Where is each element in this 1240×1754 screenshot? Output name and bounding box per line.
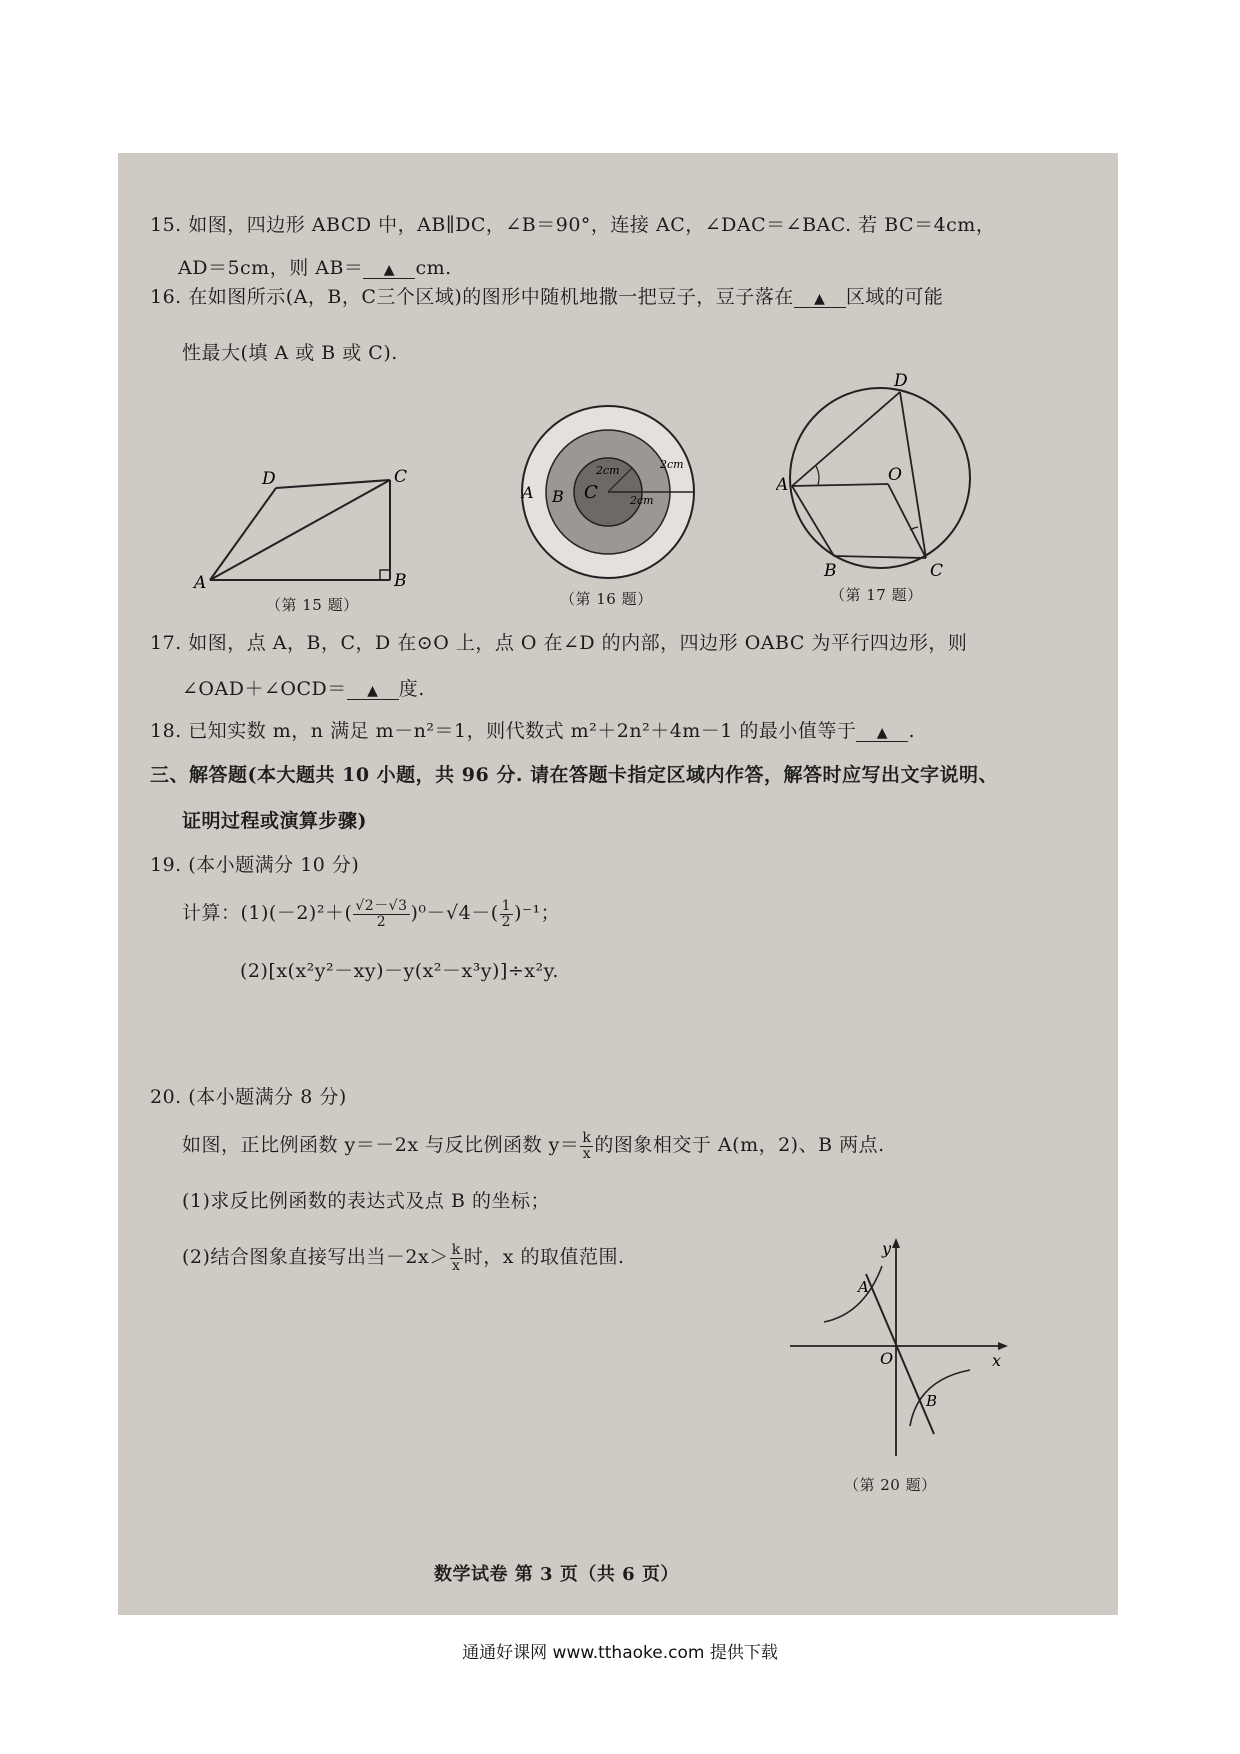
- circle-o: [790, 388, 970, 568]
- y-axis-arrow: [892, 1238, 900, 1248]
- q19-part2: (2)[x(x²y²－xy)－y(x²－x³y)]÷x²y.: [240, 960, 559, 982]
- q19-title: 19. (本小题满分 10 分): [150, 854, 360, 876]
- dim-middle: 2cm: [630, 494, 654, 507]
- hyperbola-branch-2: [824, 1266, 882, 1322]
- q15-unit: cm.: [415, 257, 452, 279]
- q18-answer-blank[interactable]: ▲: [856, 725, 908, 742]
- q20-k-over-x: [580, 1131, 593, 1162]
- label-y: y: [882, 1239, 892, 1258]
- segment-bc: [834, 556, 926, 558]
- label-b: B: [926, 1392, 938, 1410]
- section-3-heading-cont: 证明过程或演算步骤): [182, 810, 367, 832]
- q19-fraction-1: [353, 899, 409, 930]
- figure-20: [786, 1234, 1016, 1464]
- q18-end: .: [908, 720, 915, 742]
- label-b: B: [394, 571, 407, 591]
- q20-frac-x: x: [582, 1145, 592, 1162]
- q17-unit: 度.: [398, 678, 425, 700]
- q16-answer-blank[interactable]: ▲: [794, 291, 846, 308]
- q20-intro-text: 如图，正比例函数 y＝－2x 与反比例函数 y＝: [182, 1134, 580, 1156]
- q16-text: 16. 在如图所示(A，B，C三个区域)的图形中随机地撒一把豆子，豆子落在: [150, 286, 794, 308]
- q20-title: 20. (本小题满分 8 分): [150, 1086, 347, 1108]
- section-3-heading: 三、解答题(本大题共 10 小题，共 96 分. 请在答题卡指定区域内作答，解答时应写出文字说明、: [150, 764, 999, 786]
- angle-mark-a: [816, 466, 819, 485]
- label-c: C: [584, 482, 598, 503]
- exam-page-number: 数学试卷 第 3 页（共 6 页）: [434, 1564, 679, 1585]
- q19-part1: [182, 898, 560, 930]
- label-c: C: [930, 561, 944, 580]
- figure-16: [508, 398, 708, 588]
- q20-part2-k-over-x: [450, 1243, 463, 1274]
- label-d: D: [894, 371, 908, 391]
- q19-fraction-1-den: 2: [376, 913, 387, 930]
- right-angle-mark: [380, 570, 390, 580]
- figure-17-caption: （第 17 题）: [830, 586, 923, 604]
- figure-15: [190, 460, 420, 610]
- label-a: A: [858, 1278, 869, 1296]
- q20-part2-text: (2)结合图象直接写出当－2x＞: [182, 1246, 449, 1268]
- q19-fraction-2-num: 1: [501, 897, 512, 914]
- q20-intro: [182, 1130, 885, 1162]
- line-y-neg2x: [866, 1274, 934, 1434]
- q16-text-end: 区域的可能: [845, 286, 944, 308]
- q20-part2-end: 时，x 的取值范围.: [463, 1246, 625, 1268]
- q19-fraction-2: [500, 899, 513, 930]
- figure-15-caption: （第 15 题）: [266, 596, 359, 614]
- q19-part1-text: 计算：(1)(－2)²＋(: [182, 902, 353, 924]
- q15-line2: [178, 253, 452, 280]
- dim-outer: 2cm: [660, 458, 684, 471]
- q17-line2: [182, 674, 425, 701]
- q17-line1: 17. 如图，点 A，B，C，D 在⊙O 上，点 O 在∠D 的内部，四边形 OABC 为平行四边形，则: [150, 632, 968, 654]
- label-b: B: [552, 487, 564, 506]
- q19-part1-mid: )⁰－√4－(: [410, 902, 499, 924]
- q20-frac-k: k: [582, 1129, 592, 1146]
- q17-answer-blank[interactable]: ▲: [347, 683, 399, 700]
- q18-line: [150, 716, 915, 743]
- x-axis-arrow: [998, 1342, 1008, 1350]
- q17-text: ∠OAD＋∠OCD＝: [182, 678, 347, 700]
- q20-part2: [182, 1242, 625, 1274]
- figure-20-caption: （第 20 题）: [844, 1476, 937, 1494]
- q20-part1: (1)求反比例函数的表达式及点 B 的坐标；: [182, 1190, 550, 1212]
- q15-answer-blank[interactable]: ▲: [363, 262, 415, 279]
- segment-ad: [792, 392, 900, 486]
- q19-fraction-2-den: 2: [501, 913, 512, 930]
- segment-cd: [276, 480, 390, 488]
- label-a: A: [194, 573, 207, 593]
- q19-fraction-1-num: √2－√3: [355, 897, 408, 914]
- segment-ac: [210, 480, 390, 580]
- q15-line1: 15. 如图，四边形 ABCD 中，AB∥DC，∠B＝90°，连接 AC，∠DAC＝∠BAC. 若 BC＝4cm，: [150, 214, 996, 236]
- label-o: O: [888, 465, 902, 485]
- label-d: D: [262, 469, 276, 489]
- label-b: B: [824, 561, 837, 580]
- segment-ab: [792, 486, 834, 556]
- label-c: C: [394, 467, 408, 487]
- segment-da: [210, 488, 276, 580]
- label-a: A: [522, 483, 534, 502]
- q20-part2-frac-x: x: [452, 1257, 461, 1274]
- q18-text: 18. 已知实数 m，n 满足 m－n²＝1，则代数式 m²＋2n²＋4m－1 的最小值等于: [150, 720, 857, 742]
- q20-intro-end: 的图象相交于 A(m，2)、B 两点.: [594, 1134, 885, 1156]
- label-a: A: [776, 475, 789, 495]
- q20-part2-frac-k: k: [451, 1241, 461, 1258]
- segment-ao: [792, 484, 888, 486]
- q15-text: AD＝5cm，则 AB＝: [178, 257, 364, 279]
- q16-line2: 性最大(填 A 或 B 或 C).: [182, 342, 398, 364]
- label-x: x: [992, 1351, 1002, 1370]
- dim-inner: 2cm: [596, 464, 620, 477]
- q16-line1: [150, 282, 943, 309]
- figure-16-caption: （第 16 题）: [560, 590, 653, 608]
- label-o: O: [880, 1349, 894, 1368]
- q19-part1-end: )⁻¹；: [514, 902, 561, 924]
- download-footer[interactable]: 通通好课网 www.tthaoke.com 提供下载: [462, 1643, 778, 1663]
- figure-17: [776, 370, 986, 580]
